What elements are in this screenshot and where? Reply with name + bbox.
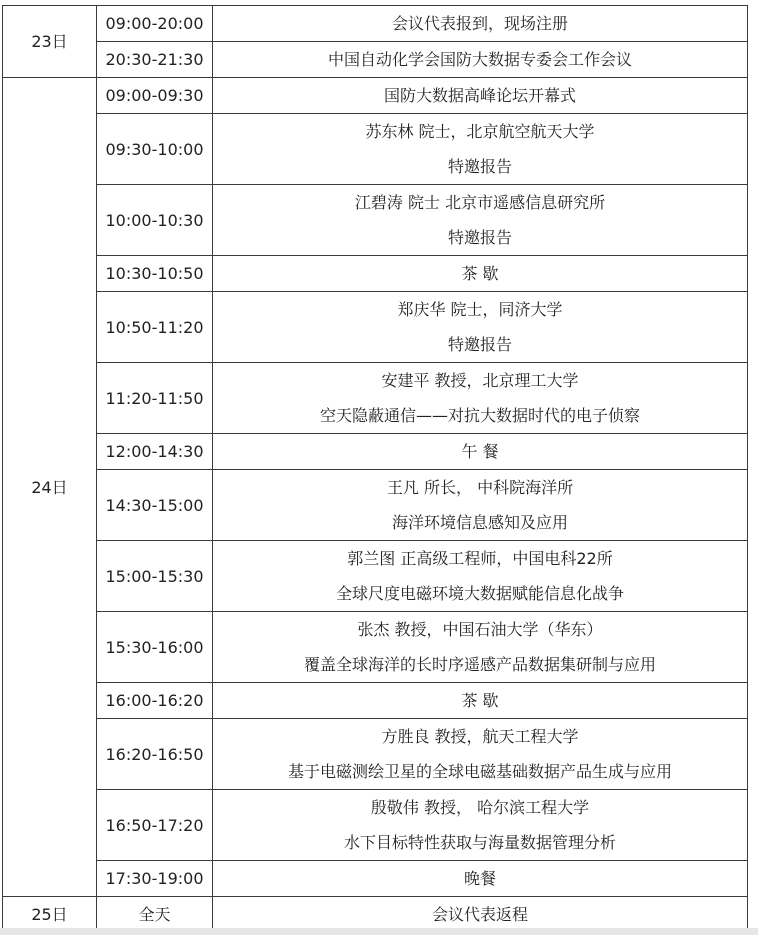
session-cell [213, 363, 748, 434]
session-title: 午 餐 [461, 442, 499, 461]
schedule-row [3, 256, 748, 292]
time-cell: 10:30-10:50 [97, 256, 213, 292]
schedule-row [3, 861, 748, 897]
session-title: 江碧涛 院士 北京市遥感信息研究所 [354, 193, 606, 212]
session-title: 王凡 所长， 中科院海洋所 [386, 478, 574, 497]
session-title: 茶 歇 [461, 691, 499, 710]
time-cell: 全天 [97, 897, 213, 933]
session-title: 郑庆华 院士，同济大学 [397, 300, 563, 319]
day-cell: 24日 [3, 78, 97, 897]
session-subtitle: 全球尺度电磁环境大数据赋能信息化战争 [335, 584, 624, 603]
time-cell: 10:50-11:20 [97, 292, 213, 363]
time-cell: 10:00-10:30 [97, 185, 213, 256]
schedule-row [3, 42, 748, 78]
schedule-row [3, 541, 748, 612]
time-cell: 17:30-19:00 [97, 861, 213, 897]
session-subtitle: 水下目标特性获取与海量数据管理分析 [343, 833, 616, 852]
session-cell [213, 541, 748, 612]
session-subtitle: 特邀报告 [447, 335, 512, 354]
schedule-row [3, 434, 748, 470]
schedule-row [3, 719, 748, 790]
session-subtitle: 基于电磁测绘卫星的全球电磁基础数据产品生成与应用 [287, 762, 672, 781]
session-cell [213, 78, 748, 114]
schedule-row [3, 6, 748, 42]
session-title: 张杰 教授，中国石油大学（华东） [357, 620, 603, 639]
schedule-row [3, 114, 748, 185]
schedule-row [3, 683, 748, 719]
session-subtitle: 空天隐蔽通信——对抗大数据时代的电子侦察 [319, 406, 640, 425]
time-cell: 15:00-15:30 [97, 541, 213, 612]
time-cell: 12:00-14:30 [97, 434, 213, 470]
session-cell [213, 292, 748, 363]
session-subtitle: 覆盖全球海洋的长时序遥感产品数据集研制与应用 [303, 655, 656, 674]
session-cell [213, 114, 748, 185]
time-cell: 11:20-11:50 [97, 363, 213, 434]
session-cell [213, 6, 748, 42]
schedule-row [3, 612, 748, 683]
schedule-row [3, 363, 748, 434]
session-title: 国防大数据高峰论坛开幕式 [383, 86, 576, 105]
session-title: 茶 歇 [461, 264, 499, 283]
time-cell: 16:00-16:20 [97, 683, 213, 719]
session-title: 郭兰图 正高级工程师，中国电科22所 [347, 549, 613, 568]
session-cell [213, 861, 748, 897]
schedule-row [3, 470, 748, 541]
session-title: 安建平 教授，北京理工大学 [381, 371, 579, 390]
time-cell: 09:00-20:00 [97, 6, 213, 42]
time-cell: 20:30-21:30 [97, 42, 213, 78]
day-cell: 23日 [3, 6, 97, 78]
schedule-row [3, 185, 748, 256]
session-cell [213, 719, 748, 790]
schedule-row [3, 78, 748, 114]
session-cell [213, 470, 748, 541]
time-cell: 15:30-16:00 [97, 612, 213, 683]
session-title: 苏东林 院士，北京航空航天大学 [365, 122, 595, 141]
schedule-table [2, 5, 748, 933]
time-cell: 14:30-15:00 [97, 470, 213, 541]
schedule-row [3, 790, 748, 861]
session-title: 会议代表报到，现场注册 [391, 14, 568, 33]
day-cell: 25日 [3, 897, 97, 933]
time-cell: 16:20-16:50 [97, 719, 213, 790]
session-title: 中国自动化学会国防大数据专委会工作会议 [327, 50, 632, 69]
session-cell [213, 256, 748, 292]
session-subtitle: 特邀报告 [447, 157, 512, 176]
session-title: 晚餐 [463, 869, 496, 888]
time-cell: 16:50-17:20 [97, 790, 213, 861]
session-subtitle: 特邀报告 [447, 228, 512, 247]
session-title: 方胜良 教授，航天工程大学 [381, 727, 579, 746]
session-cell [213, 683, 748, 719]
session-cell [213, 790, 748, 861]
schedule-row [3, 292, 748, 363]
schedule-body [3, 6, 748, 933]
session-cell [213, 434, 748, 470]
time-cell: 09:30-10:00 [97, 114, 213, 185]
session-cell [213, 42, 748, 78]
session-subtitle: 海洋环境信息感知及应用 [391, 513, 568, 532]
session-cell [213, 612, 748, 683]
session-title: 殷敬伟 教授， 哈尔滨工程大学 [370, 798, 590, 817]
session-title: 会议代表返程 [431, 905, 528, 924]
time-cell: 09:00-09:30 [97, 78, 213, 114]
session-cell [213, 185, 748, 256]
bottom-scroll-strip [0, 928, 758, 935]
